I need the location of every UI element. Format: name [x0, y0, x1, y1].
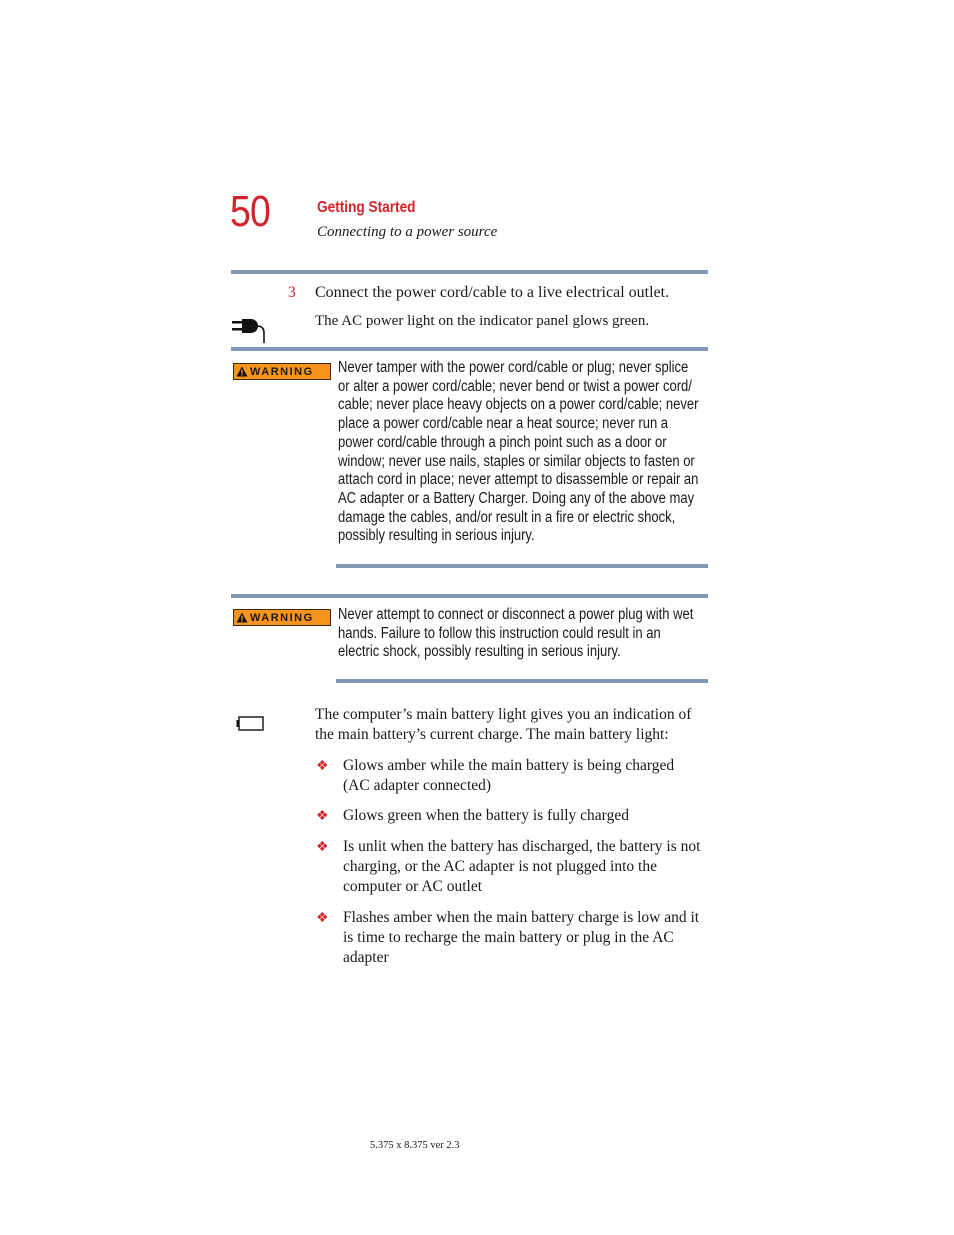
list-item [343, 837, 709, 897]
warning-line: cable; never place heavy objects on a power cord/cable; never [338, 396, 699, 414]
page-footer: 5.375 x 8.375 ver 2.3 [370, 1140, 460, 1151]
step-number: 3 [288, 284, 296, 301]
warning-line: or alter a power cord/cable; never bend or twist a power cord/ [338, 377, 692, 395]
step-bottom-rule [231, 347, 708, 351]
warning-badge-label: WARNING [250, 365, 314, 378]
page-number: 50 [230, 187, 270, 236]
warning-line: Never attempt to connect or disconnect a power plug with wet [338, 606, 694, 623]
list-item-line: Flashes amber when the main battery charge is low and it [343, 909, 700, 926]
power-plug-icon [231, 318, 267, 349]
warning-bottom-rule [336, 564, 708, 568]
list-item-line: adapter [343, 949, 389, 966]
warning-line: hands. Failure to follow this instruction could result in an [338, 624, 661, 642]
chapter-title: Getting Started [317, 199, 416, 216]
warning-triangle-icon [236, 612, 248, 623]
list-item-line: (AC adapter connected) [343, 777, 492, 794]
warning-line: Never tamper with the power cord/cable or plug; never splice [338, 359, 689, 376]
bullet-icon: ❖ [316, 911, 329, 926]
list-item-line: is time to recharge the main battery or plug in the AC [343, 929, 674, 946]
list-item-line: Is unlit when the battery has discharged, the battery is not [343, 838, 701, 855]
battery-intro-line: The computer’s main battery light gives you an indication of [315, 706, 692, 723]
warning-line: attach cord in place; never attempt to disassemble or repair an [338, 471, 699, 489]
section-title: Connecting to a power source [317, 224, 498, 240]
list-item-line: computer or AC outlet [343, 878, 483, 895]
warning-text [338, 359, 708, 546]
warning-triangle-icon [236, 366, 248, 377]
list-item-line: Glows green when the battery is fully charged [343, 807, 629, 824]
bullet-icon: ❖ [316, 840, 329, 855]
battery-intro-line: the main battery’s current charge. The main battery light: [315, 726, 669, 743]
warning-badge-label: WARNING [250, 611, 314, 624]
warning-line: power cord/cable through a pinch point such as a door or [338, 433, 667, 451]
warning-badge [233, 363, 331, 380]
step-text: Connect the power cord/cable to a live electrical outlet. [315, 284, 670, 301]
warning-line: window; never use nails, staples or similar objects to fasten or [338, 452, 695, 470]
warning-badge [233, 609, 331, 626]
warning-line: possibly resulting in serious injury. [338, 527, 535, 545]
battery-icon [236, 716, 264, 737]
bullet-icon: ❖ [316, 759, 329, 774]
warning-line: electric shock, possibly resulting in serious injury. [338, 643, 621, 661]
list-item [343, 806, 709, 826]
step-subtext: The AC power light on the indicator panel glows green. [315, 313, 650, 329]
list-item-line: charging, or the AC adapter is not plugged into the [343, 858, 657, 875]
warning-line: place a power cord/cable near a heat source; never run a [338, 415, 669, 433]
warning-text [338, 606, 708, 662]
battery-intro [315, 705, 715, 745]
list-item [343, 756, 709, 796]
list-item [343, 908, 709, 968]
top-rule [231, 270, 708, 274]
list-item-line: Glows amber while the main battery is being charged [343, 757, 675, 774]
bullet-icon: ❖ [316, 809, 329, 824]
warning-top-rule [231, 594, 708, 598]
warning-bottom-rule [336, 679, 708, 683]
warning-line: AC adapter or a Battery Charger. Doing any of the above may [338, 489, 695, 507]
warning-line: damage the cables, and/or result in a fire or electric shock, [338, 508, 676, 526]
